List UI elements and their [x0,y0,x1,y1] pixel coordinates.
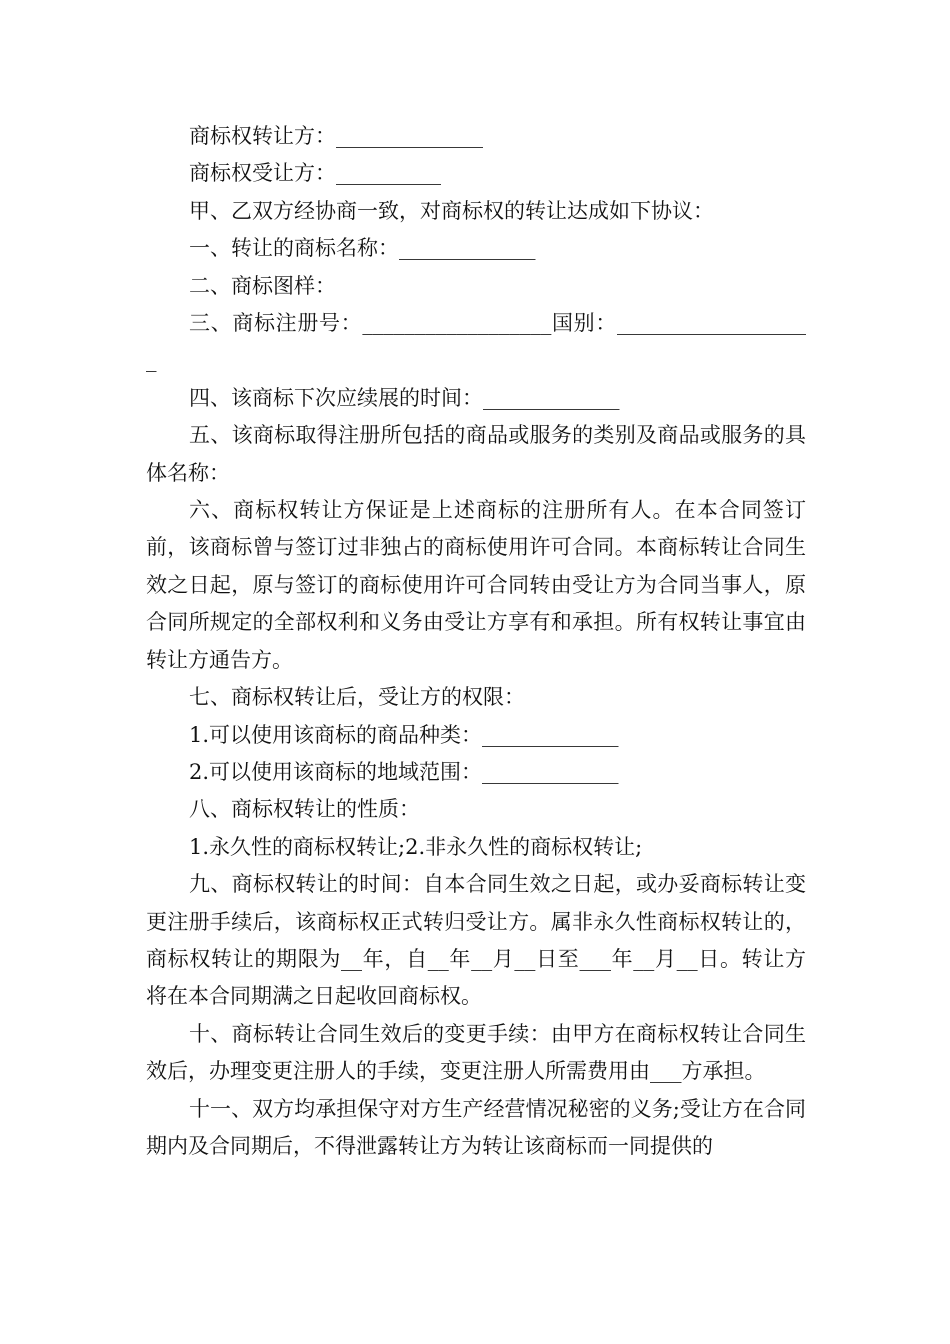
contract-document [146,118,806,1165]
transferor-line: 商标权转让方：______________ [189,124,483,148]
clause-7-item-1: 1.可以使用该商标的商品种类：_____________ [189,722,619,747]
clause-8-nature: 八、商标权转让的性质： [189,797,420,822]
clause-7-item-2: 2.可以使用该商标的地域范围：_____________ [189,759,619,784]
clause-10-change-procedure: 十、商标转让合同生效后的变更手续：由甲方在商标权转让合同生效后，办理变更注册人的手续，变更注册人所需费用由___方承担。 [146,1021,806,1084]
clause-9-transfer-time: 九、商标权转让的时间：自本合同生效之日起，或办妥商标转让变更注册手续后，该商标权正式转归受让方。属非永久性商标权转让的，商标权转让的期限为__年，自__年__月__日至___年__月__日。转让方将在本合同期满之日起收回商标权。 [146,872,806,1009]
agreement-intro: 甲、乙双方经协商一致，对商标权的转让达成如下协议： [189,198,714,223]
transferee-line: 商标权受让方：__________ [189,161,441,186]
clause-4-renewal-time: 四、该商标下次应续展的时间：_____________ [189,385,620,410]
clause-1-trademark-name: 一、转让的商标名称：_____________ [189,236,536,261]
clause-3-registration-number: 三、商标注册号：__________________国别：___________________ [146,311,806,373]
clause-6-transferor-guarantee: 六、商标权转让方保证是上述商标的注册所有人。在本合同签订前，该商标曾与签订过非独占的商标使用许可合同。本商标转让合同生效之日起，原与签订的商标使用许可合同转由受让方为合同当事人，原合同所规定的全部权利和义务由受让方享有和承担。所有权转让事宜由转让方通告方。 [146,498,806,672]
clause-2-trademark-design: 二、商标图样： [189,273,336,298]
clause-11-confidentiality: 十一、双方均承担保守对方生产经营情况秘密的义务;受让方在合同期内及合同期后，不得泄露转让方为转让该商标而一同提供的 [146,1096,806,1158]
clause-5-goods-services: 五、该商标取得注册所包括的商品或服务的类别及商品或服务的具体名称： [146,423,806,485]
clause-8-options: 1.永久性的商标权转让;2.非永久性的商标权转让; [189,834,643,859]
clause-7-transferee-rights: 七、商标权转让后，受让方的权限： [189,685,525,710]
